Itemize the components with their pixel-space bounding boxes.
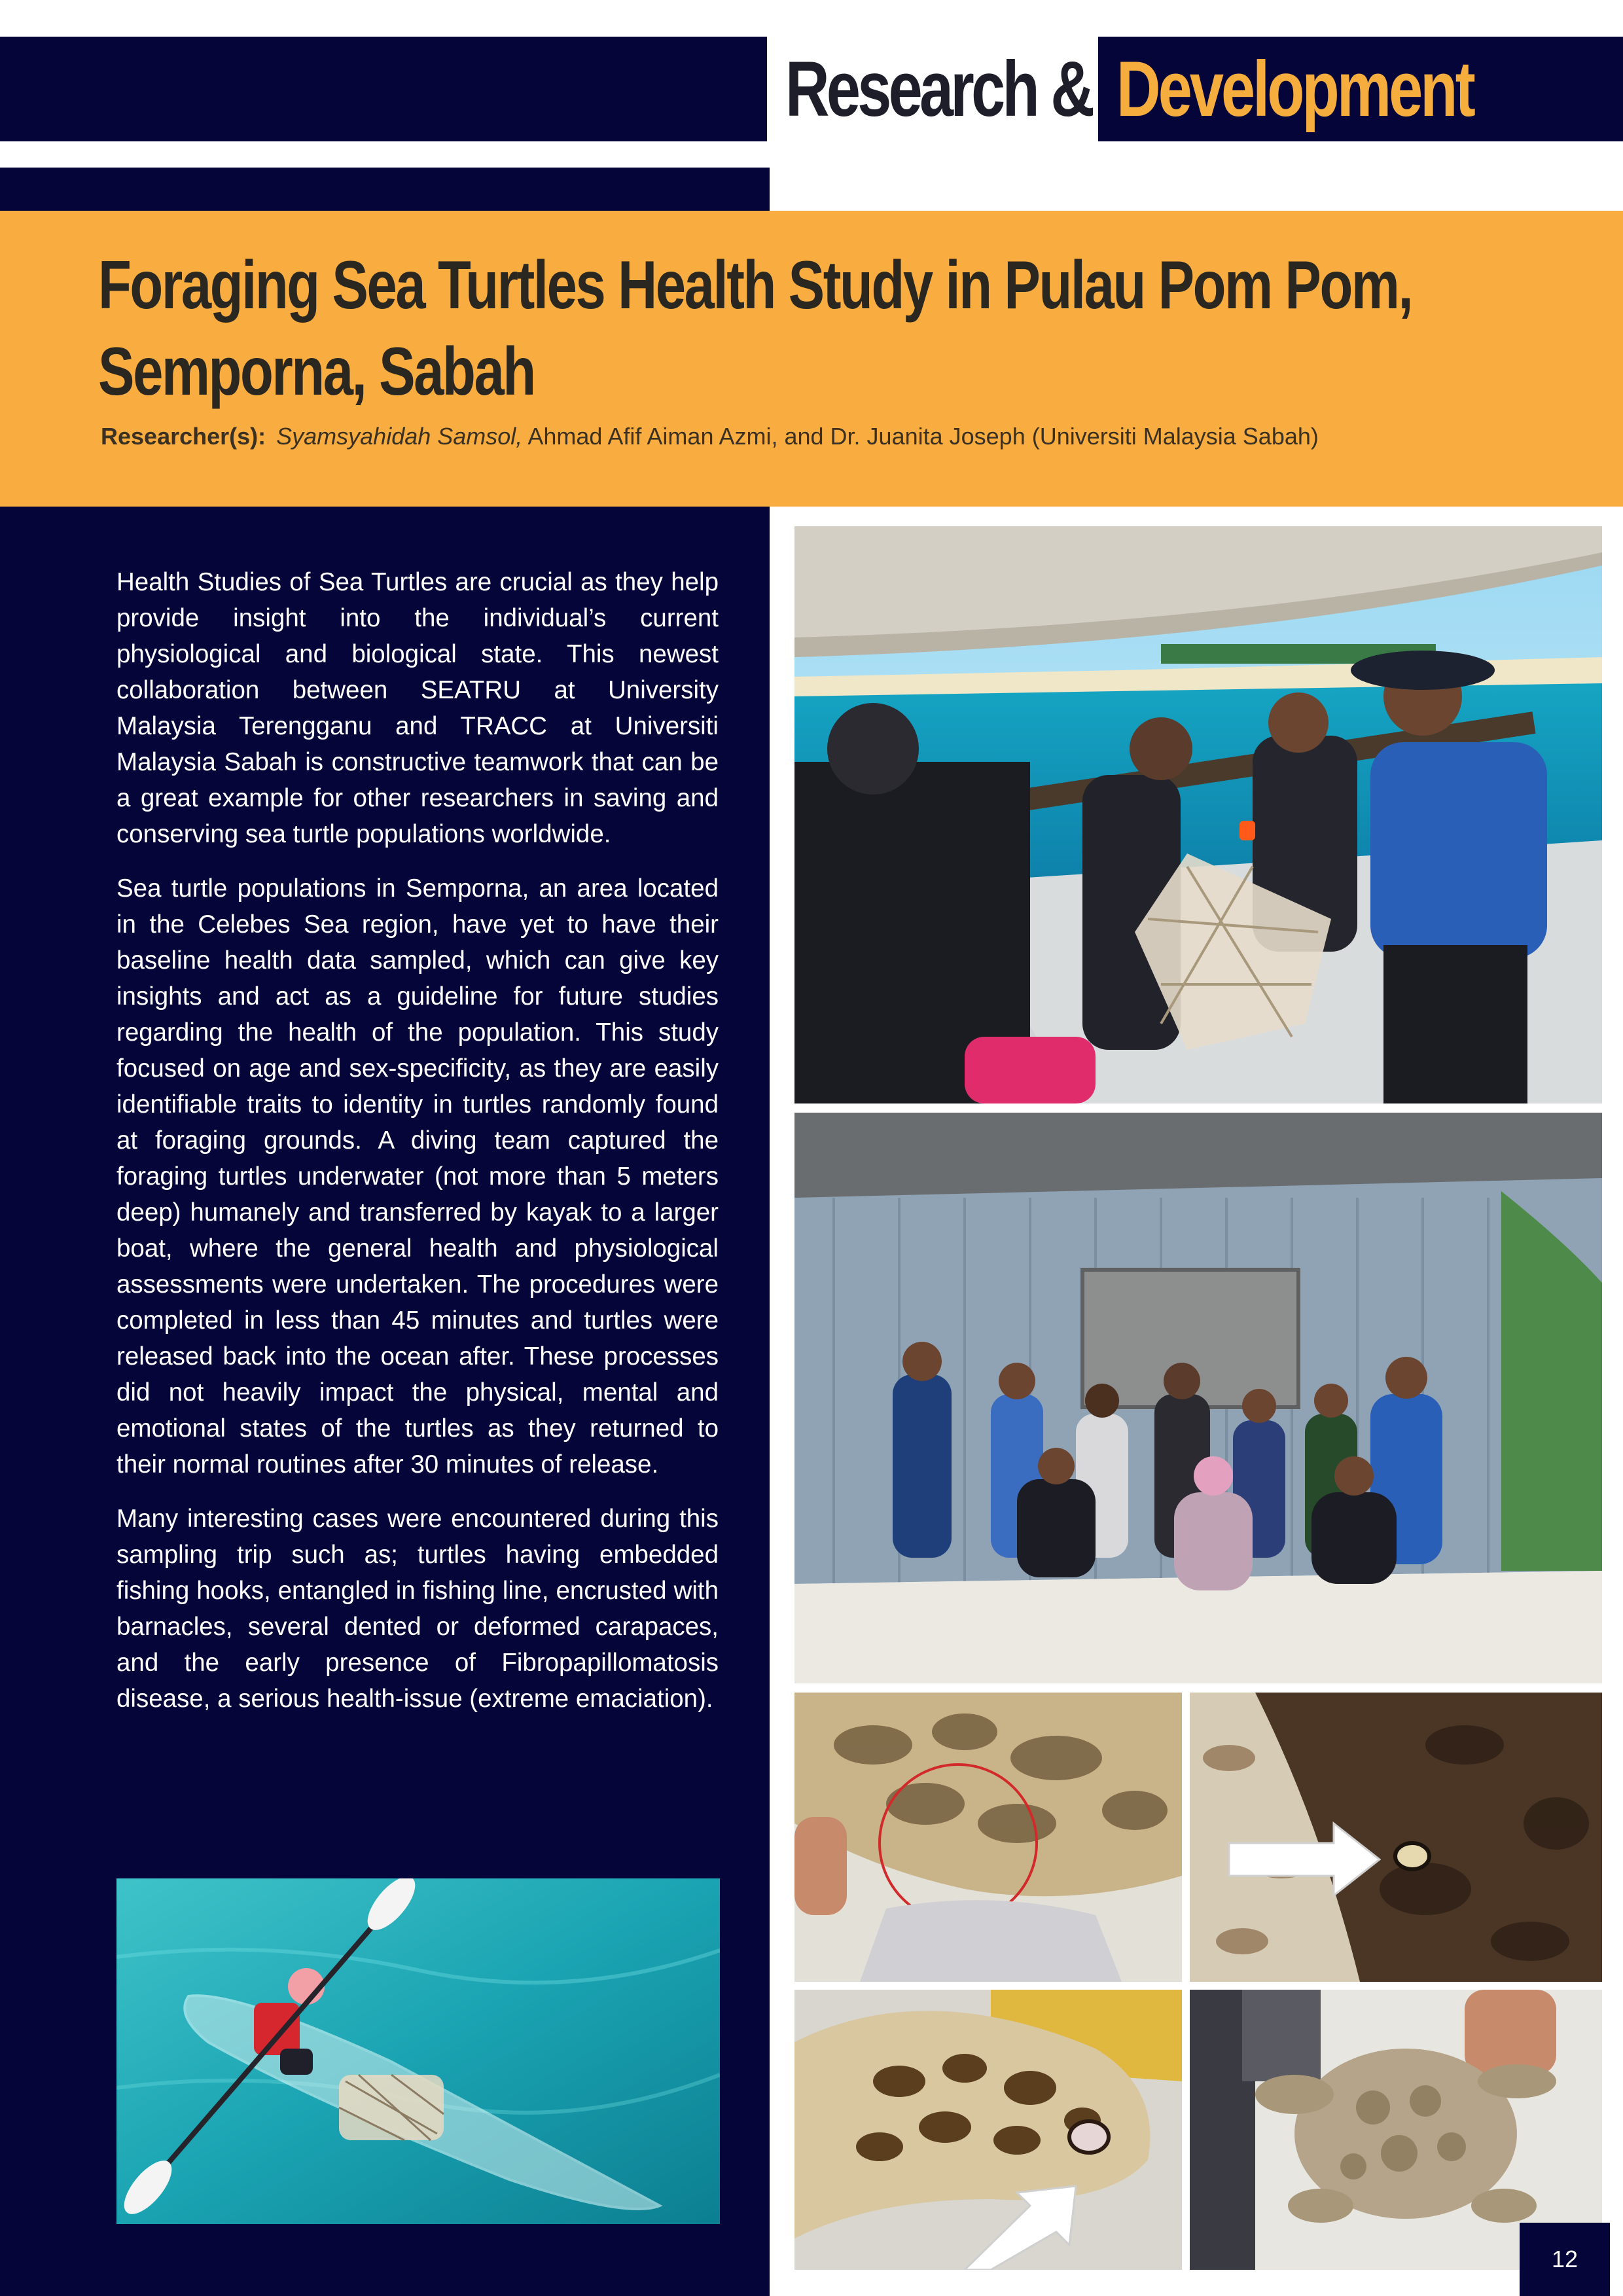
paragraph: Sea turtle populations in Semporna, an area located in the Celebes Sea region, have yet to have their baseline health data sampled, which can give key insights and act as a guideline for future studies regarding the health of the population. This study focused on age and sex-specificity, as they are easily identifiable traits to identity in turtles randomly found at foraging grounds. A diving team captured the foraging turtles underwater (not more than 5 meters deep) humanely and transferred by kayak to a larger boat, where the general health and physiological assessments were undertaken. The procedures were completed in less than 45 minutes and turtles were released back into the ocean after. These processes did not heavily impact the physical, mental and emotional states of the turtles as they returned to their normal routines after 30 minutes of release. — [116, 874, 719, 1479]
paragraph: Many interesting cases were encountered during this sampling trip such as; turtles having embedded fishing hooks, entangled in fishing line, encrusted with barnacles, several dented or deformed carapaces, and the early presence of Fibropapillomatosis disease, a serious health-issue (extreme emaciation). — [116, 1505, 719, 1713]
paragraph: Health Studies of Sea Turtles are crucial as they help provide insight into the individual’s current physiological and biological state. This newest collaboration between SEATRU at University Malaysia Terengganu and TRACC at Universiti Malaysia Sabah is constructive teamwork that can be a great example for other researchers in saving and conserving sea turtle populations worldwide. — [116, 568, 719, 848]
article-title: Foraging Sea Turtles Health Study in Pulau Pom Pom, Semporna, Sabah — [98, 247, 1412, 410]
boat-team-photo — [794, 526, 1602, 1103]
turtle-head-photo — [794, 1990, 1182, 2270]
researchers-line — [101, 423, 1319, 450]
researchers-label: Researcher(s): — [101, 423, 266, 450]
kayak-photo — [116, 1878, 720, 2224]
header-bar — [0, 37, 767, 141]
section-title-research: Research & — [785, 45, 1092, 133]
hook-closeup-photo — [794, 1693, 1182, 1982]
group-photo — [794, 1113, 1602, 1683]
shell-hole-photo — [1190, 1693, 1602, 1982]
co-researchers: Ahmad Afif Aiman Azmi, and Dr. Juanita Joseph (Universiti Malaysia Sabah) — [527, 423, 1319, 450]
article-body — [116, 564, 719, 1735]
header-strip — [0, 168, 770, 211]
lead-researcher: Syamsyahidah Samsol, — [276, 423, 523, 450]
section-title-development: Development — [1116, 45, 1473, 133]
page-number: 12 — [1520, 2223, 1610, 2296]
